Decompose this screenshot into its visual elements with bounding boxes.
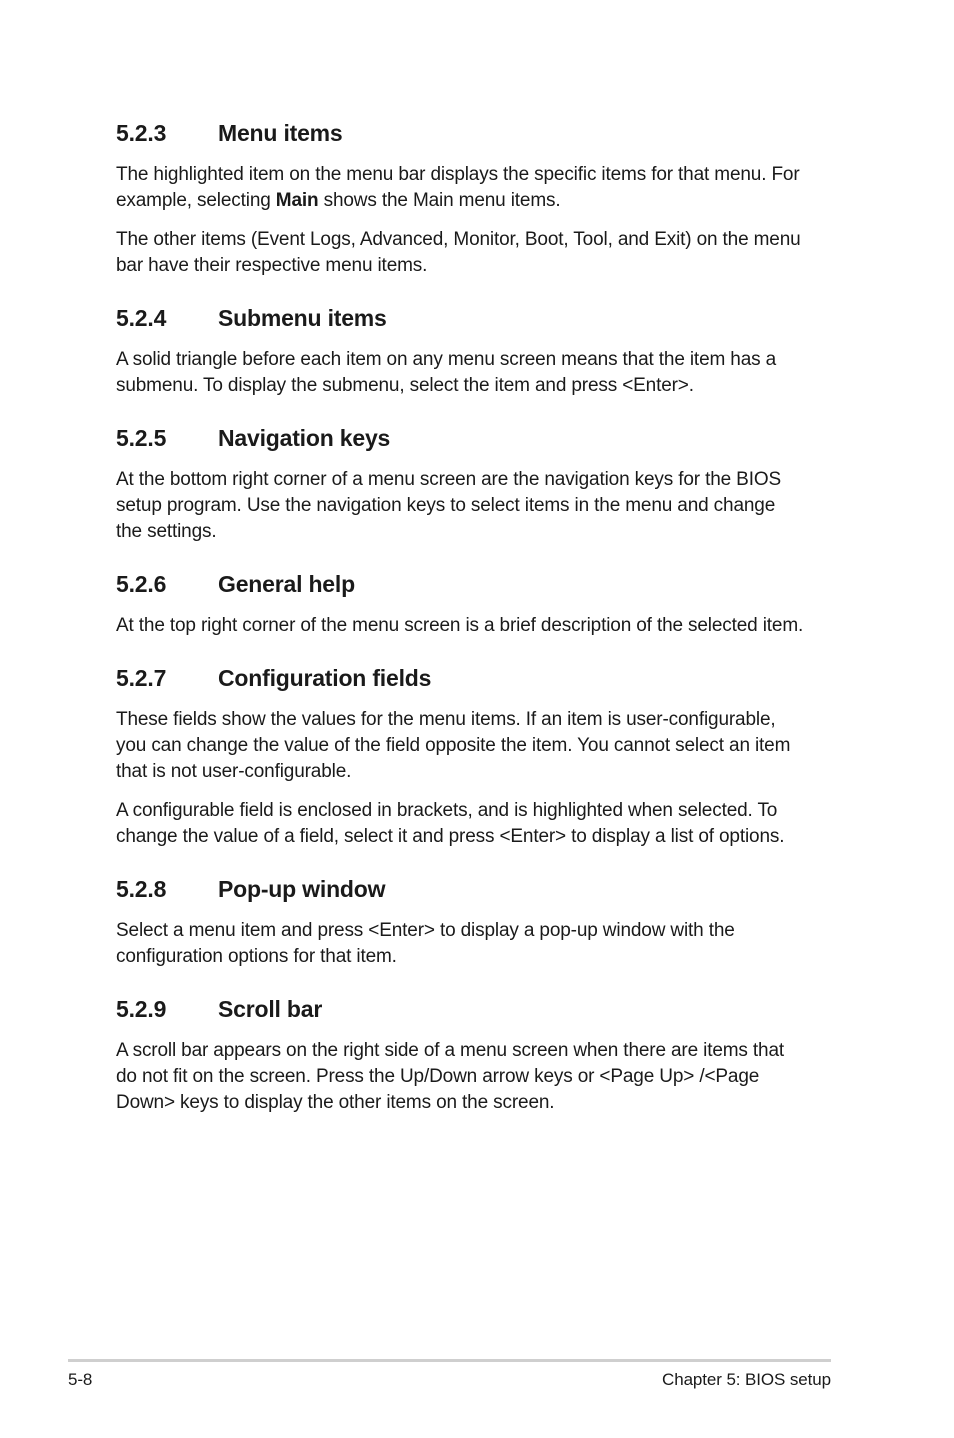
section-title: Menu items bbox=[218, 120, 343, 146]
section-number: 5.2.7 bbox=[116, 665, 167, 691]
section-title: Pop-up window bbox=[218, 876, 386, 902]
section-title: Configuration fields bbox=[218, 665, 432, 691]
document-body bbox=[116, 118, 836, 1129]
paragraph: A scroll bar appears on the right side of a menu screen when there are items that do not fit on the screen. Press the Up/Down arrow keys or <Page Up> /<Page Down> keys to display the other items on the screen. bbox=[116, 1040, 785, 1113]
paragraph: A configurable field is enclosed in brackets, and is highlighted when selected. To change the value of a field, select it and press <Enter> to display a list of options. bbox=[116, 800, 785, 847]
section-general-help bbox=[116, 569, 836, 639]
section-title: Navigation keys bbox=[218, 425, 391, 451]
section-pop-up-window bbox=[116, 874, 836, 970]
section-number: 5.2.4 bbox=[116, 305, 167, 331]
section-submenu-items bbox=[116, 303, 836, 399]
page-number: 5-8 bbox=[68, 1370, 93, 1389]
section-heading bbox=[116, 118, 836, 148]
section-navigation-keys bbox=[116, 423, 836, 545]
section-heading bbox=[116, 874, 836, 904]
section-title: Submenu items bbox=[218, 305, 387, 331]
paragraph: At the bottom right corner of a menu screen are the navigation keys for the BIOS setup program. Use the navigation keys to select items in the menu and change the settings. bbox=[116, 469, 781, 542]
section-title: Scroll bar bbox=[218, 996, 323, 1022]
section-heading bbox=[116, 663, 836, 693]
section-title: General help bbox=[218, 571, 355, 597]
paragraph: Select a menu item and press <Enter> to display a pop-up window with the configuration options for that item. bbox=[116, 920, 735, 967]
section-number: 5.2.9 bbox=[116, 996, 167, 1022]
section-menu-items bbox=[116, 118, 836, 279]
section-heading bbox=[116, 303, 836, 333]
section-heading bbox=[116, 423, 836, 453]
footer-divider bbox=[68, 1359, 831, 1362]
paragraph: The highlighted item on the menu bar displays the specific items for that menu. For example, selecting Main shows the Main menu items. bbox=[116, 164, 800, 211]
section-heading bbox=[116, 569, 836, 599]
bold-term: Main bbox=[275, 190, 319, 211]
paragraph: A solid triangle before each item on any menu screen means that the item has a submenu. To display the submenu, select the item and press <Enter>. bbox=[116, 349, 777, 396]
section-heading bbox=[116, 994, 836, 1024]
section-scroll-bar bbox=[116, 994, 836, 1116]
section-number: 5.2.8 bbox=[116, 876, 167, 902]
paragraph: These fields show the values for the menu items. If an item is user-configurable, you can change the value of the field opposite the item. You cannot select an item that is not user-configurable. bbox=[116, 709, 791, 782]
section-number: 5.2.3 bbox=[116, 120, 167, 146]
section-configuration-fields bbox=[116, 663, 836, 850]
paragraph: At the top right corner of the menu screen is a brief description of the selected item. bbox=[116, 615, 804, 636]
chapter-title: Chapter 5: BIOS setup bbox=[662, 1370, 831, 1389]
section-number: 5.2.5 bbox=[116, 425, 167, 451]
section-number: 5.2.6 bbox=[116, 571, 167, 597]
paragraph: The other items (Event Logs, Advanced, Monitor, Boot, Tool, and Exit) on the menu bar have their respective menu items. bbox=[116, 229, 801, 276]
